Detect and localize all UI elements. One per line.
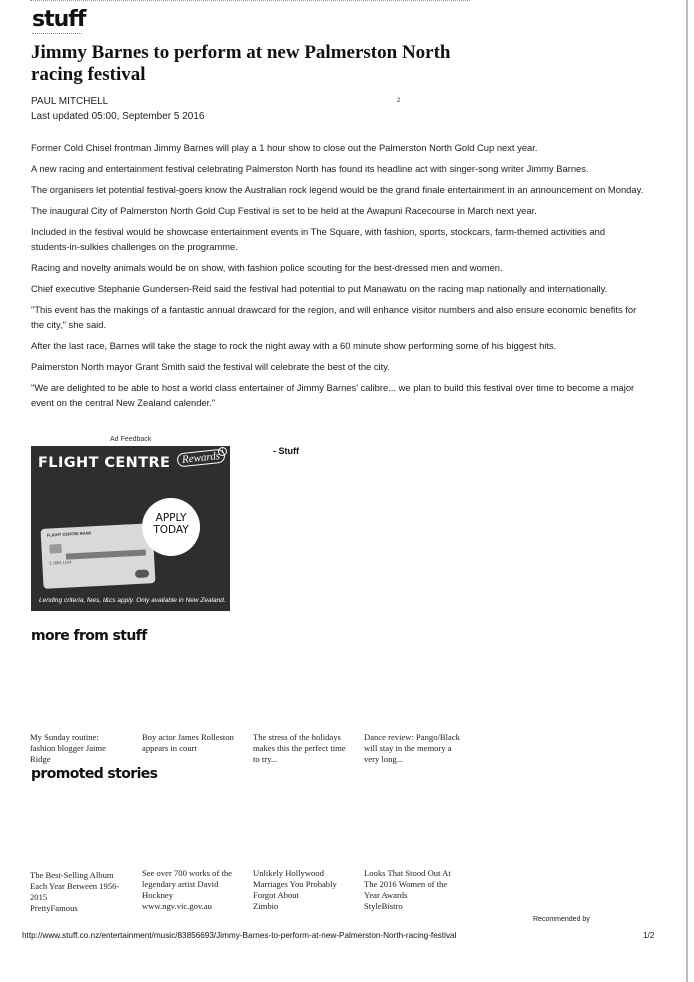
story-source: www.ngv.vic.gov.au xyxy=(142,901,212,911)
article-paragraph: The organisers let potential festival-goers know the Australian rock legend would be the grand finale entertainment in an announcement on Monday. xyxy=(31,184,644,195)
ad-feedback-link[interactable]: Ad Feedback xyxy=(110,436,152,443)
site-logo[interactable]: stuff xyxy=(32,7,86,32)
story-title[interactable]: Dance review: Pango/Black will stay in the memory a very long... xyxy=(364,732,460,764)
apply-today-text[interactable] xyxy=(142,512,200,536)
apply-line: APPLY xyxy=(155,512,187,524)
article-headline: Jimmy Barnes to perform at new Palmerston North racing festival xyxy=(31,42,451,85)
story-title[interactable]: See over 700 works of the legendary artist David Hockney xyxy=(142,868,232,900)
article-credit: - Stuff xyxy=(273,446,299,456)
story-title[interactable]: My Sunday routine: fashion blogger Jaime Ridge xyxy=(30,732,106,764)
ad-rewards-label: Rewards xyxy=(176,449,225,468)
logo-divider xyxy=(32,33,82,34)
ad-disclaimer: Lending criteria, fees, t&cs apply. Only available in New Zealand. xyxy=(39,597,226,604)
page-number: 1/2 xyxy=(643,931,655,940)
promoted-story-card[interactable] xyxy=(253,868,353,912)
article-body xyxy=(31,140,646,416)
credit-card-image xyxy=(41,523,156,589)
flight-centre-ad[interactable] xyxy=(31,446,230,611)
story-title[interactable]: The Best-Selling Album Each Year Between 1956-2015 xyxy=(30,870,120,902)
promoted-stories-heading: promoted stories xyxy=(31,766,158,782)
page-edge xyxy=(686,0,688,982)
promoted-story-card[interactable] xyxy=(142,868,242,912)
story-source: StyleBistro xyxy=(364,901,403,911)
article-paragraph: Included in the festival would be showcase entertainment events in The Square, with fashion, sports, stockcars, farm-themed activities and students-in-sulkies challenges on the programme. xyxy=(31,226,606,252)
today-line: TODAY xyxy=(153,524,189,536)
card-skyline-graphic xyxy=(65,542,146,560)
story-source: Zimbio xyxy=(253,901,279,911)
article-paragraph: After the last race, Barnes will take the stage to rock the night away with a 60 minute show performing some of his biggest hits. xyxy=(31,340,557,351)
article-paragraph: Former Cold Chisel frontman Jimmy Barnes will play a 1 hour show to close out the Palmerston North Gold Cup next year. xyxy=(31,142,538,153)
article-paragraph: Racing and novelty animals would be on show, with fashion police scouting for the best-dressed men and women. xyxy=(31,262,503,273)
article-paragraph: A new racing and entertainment festival celebrating Palmerston North has found its headline act with singer-song writer Jimmy Barnes. xyxy=(31,163,589,174)
promoted-story-card[interactable] xyxy=(30,870,130,914)
more-story-card[interactable] xyxy=(30,732,125,765)
article-paragraph: Chief executive Stephanie Gundersen-Reid said the festival had potential to put Manawatu on the racing map nationally and internationally. xyxy=(31,283,608,294)
story-title[interactable]: Unlikely Hollywood Marriages You Probably Forgot About xyxy=(253,868,337,900)
ad-info-icon[interactable]: i xyxy=(218,447,227,456)
promoted-story-card[interactable] xyxy=(364,868,464,912)
card-network-logo xyxy=(135,569,149,578)
article-updated-time: Last updated 05:00, September 5 2016 xyxy=(31,111,205,122)
ad-brand-name: FLIGHT CENTRE xyxy=(38,455,171,471)
story-title[interactable]: Looks That Stood Out At The 2016 Women of the Year Awards xyxy=(364,868,451,900)
card-number: 5 1654 1234 xyxy=(49,559,72,566)
article-paragraph: "We are delighted to be able to host a world class entertainer of Jimmy Barnes' calibre... we plan to build this festival over time to become a major event on the central New Zealand calender." xyxy=(31,382,635,408)
card-chip-icon xyxy=(49,544,61,554)
story-source: PrettyFamous xyxy=(30,903,78,913)
story-title[interactable]: The stress of the holidays makes this the perfect time to try... xyxy=(253,732,346,764)
comment-count[interactable]: 2 xyxy=(397,98,401,104)
recommended-by-label[interactable]: Recommended by xyxy=(533,916,590,923)
scan-artifact-line xyxy=(30,0,470,3)
more-story-card[interactable] xyxy=(142,732,234,754)
page-url: http://www.stuff.co.nz/entertainment/music/83856693/Jimmy-Barnes-to-perform-at-new-Palmerston-North-racing-festival xyxy=(22,931,457,940)
story-title[interactable]: Boy actor James Rolleston appears in court xyxy=(142,732,234,753)
article-paragraph: The inaugural City of Palmerston North Gold Cup Festival is set to be held at the Awapuni Racecourse in March next year. xyxy=(31,205,537,216)
more-from-stuff-heading: more from stuff xyxy=(31,628,147,644)
article-paragraph: "This event has the makings of a fantastic annual drawcard for the region, and will enhance visitor numbers and also ensure economic benefits for the city," she said. xyxy=(31,304,637,330)
more-story-card[interactable] xyxy=(253,732,353,765)
article-paragraph: Palmerston North mayor Grant Smith said the festival will celebrate the best of the city. xyxy=(31,361,390,372)
more-story-card[interactable] xyxy=(364,732,464,765)
card-title: FLIGHT CENTRE BANK xyxy=(46,530,92,538)
article-byline[interactable]: PAUL MITCHELL xyxy=(31,96,109,107)
